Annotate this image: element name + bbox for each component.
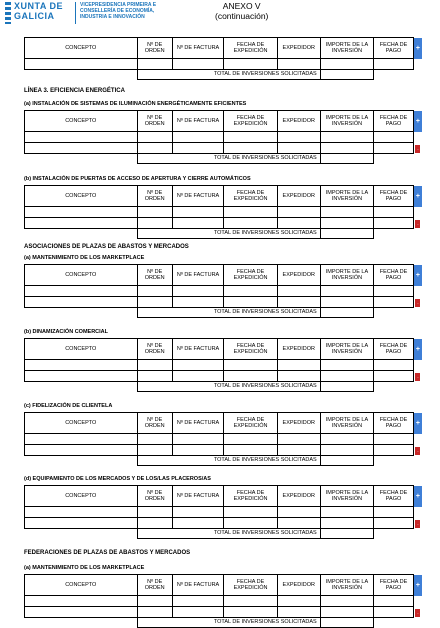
input-cell-expedidor[interactable] — [277, 434, 320, 445]
input-cell-orden[interactable] — [137, 59, 172, 70]
input-cell-factura[interactable] — [172, 445, 223, 456]
column-header-orden: Nº DE ORDEN — [137, 339, 172, 360]
input-cell-expedicion[interactable] — [224, 507, 278, 518]
annex-subtitle: (continuación) — [215, 11, 269, 21]
input-cell-orden[interactable] — [137, 445, 172, 456]
total-row — [25, 456, 423, 466]
annex-heading — [215, 1, 268, 21]
input-cell-orden[interactable] — [137, 297, 172, 308]
column-header-concepto: CONCEPTO — [25, 339, 138, 360]
input-cell-pago[interactable] — [374, 607, 414, 618]
column-header-concepto: CONCEPTO — [25, 38, 138, 59]
input-cell-pago[interactable] — [374, 445, 414, 456]
input-cell-expedicion[interactable] — [224, 607, 278, 618]
input-cell-factura[interactable] — [172, 360, 223, 371]
input-cell-expedicion[interactable] — [224, 218, 278, 229]
total-amount-field[interactable] — [320, 229, 374, 239]
header-row — [25, 265, 423, 286]
header-row — [25, 413, 423, 434]
column-header-expedidor: EXPEDIDOR — [277, 339, 320, 360]
input-cell-pago[interactable] — [374, 286, 414, 297]
add-row-cell — [413, 486, 422, 507]
input-cell-orden[interactable] — [137, 218, 172, 229]
input-cell-pago[interactable] — [374, 297, 414, 308]
input-cell-orden[interactable] — [137, 360, 172, 371]
input-cell-importe[interactable] — [320, 132, 374, 143]
section-fidelizacion-label: (c) FIDELIZACIÓN DE CLIENTELA — [24, 403, 113, 409]
input-cell-concepto[interactable] — [25, 218, 138, 229]
total-row — [25, 618, 423, 628]
header-row — [25, 111, 423, 132]
column-header-pago: FECHA DE PAGO — [374, 265, 414, 286]
column-header-orden: Nº DE ORDEN — [137, 111, 172, 132]
table-market — [24, 264, 422, 318]
column-header-orden: Nº DE ORDEN — [137, 38, 172, 59]
input-cell-importe[interactable] — [320, 143, 374, 154]
input-cell-pago[interactable] — [374, 143, 414, 154]
row-control-cell — [413, 445, 422, 456]
remove-row-button[interactable]: - — [417, 373, 419, 379]
table-row — [25, 607, 423, 618]
column-header-pago: FECHA DE PAGO — [374, 575, 414, 596]
total-spacer — [25, 70, 138, 80]
total-spacer — [25, 154, 138, 164]
input-cell-importe[interactable] — [320, 507, 374, 518]
remove-row-button[interactable]: - — [417, 145, 419, 151]
total-amount-field[interactable] — [320, 456, 374, 466]
input-cell-orden[interactable] — [137, 434, 172, 445]
input-cell-orden[interactable] — [137, 607, 172, 618]
total-spacer — [25, 308, 138, 318]
add-row-cell — [413, 265, 422, 286]
add-row-button[interactable]: + — [414, 38, 422, 59]
header-row — [25, 575, 423, 596]
add-row-cell — [413, 111, 422, 132]
total-amount-field[interactable] — [320, 618, 374, 628]
input-cell-pago[interactable] — [374, 132, 414, 143]
section-market-label: (a) MANTENIMIENTO DE LOS MARKETPLACE — [24, 255, 145, 261]
table-row — [25, 207, 423, 218]
column-header-pago: FECHA DE PAGO — [374, 186, 414, 207]
add-row-button[interactable]: + — [414, 486, 422, 507]
input-cell-importe[interactable] — [320, 596, 374, 607]
column-header-pago: FECHA DE PAGO — [374, 486, 414, 507]
total-trailing-spacer — [374, 382, 422, 392]
row-control-cell — [413, 507, 422, 518]
section-dinamizacion-label: (b) DINAMIZACIÓN COMERCIAL — [24, 329, 109, 335]
input-cell-importe[interactable] — [320, 297, 374, 308]
logo-name: XUNTA DE GALICIA — [14, 1, 63, 21]
input-cell-factura[interactable] — [172, 607, 223, 618]
header-row — [25, 339, 423, 360]
column-header-expedidor: EXPEDIDOR — [277, 575, 320, 596]
input-cell-importe[interactable] — [320, 218, 374, 229]
column-header-factura: Nº DE FACTURA — [172, 38, 223, 59]
input-cell-expedidor[interactable] — [277, 596, 320, 607]
column-header-expedicion: FECHA DE EXPEDICIÓN — [224, 339, 278, 360]
xunta-logo — [5, 2, 172, 24]
input-cell-concepto[interactable] — [25, 207, 138, 218]
row-control-cell — [413, 143, 422, 154]
input-cell-pago[interactable] — [374, 218, 414, 229]
input-cell-expedicion[interactable] — [224, 360, 278, 371]
add-row-button[interactable]: + — [414, 575, 422, 596]
xunta-logo-mark-icon — [5, 2, 11, 24]
input-cell-expedidor[interactable] — [277, 507, 320, 518]
column-header-importe: IMPORTE DE LA INVERSIÓN — [320, 413, 374, 434]
total-amount-field[interactable] — [320, 529, 374, 539]
total-label: TOTAL DE INVERSIONES SOLICITADAS — [137, 456, 320, 466]
input-cell-importe[interactable] — [320, 371, 374, 382]
total-label: TOTAL DE INVERSIONES SOLICITADAS — [137, 308, 320, 318]
row-control-cell — [413, 297, 422, 308]
input-cell-factura[interactable] — [172, 434, 223, 445]
table-row — [25, 507, 423, 518]
table-fed-market — [24, 574, 422, 628]
input-cell-factura[interactable] — [172, 297, 223, 308]
total-trailing-spacer — [374, 229, 422, 239]
input-cell-importe[interactable] — [320, 518, 374, 529]
input-cell-concepto[interactable] — [25, 360, 138, 371]
column-header-factura: Nº DE FACTURA — [172, 339, 223, 360]
column-header-expedidor: EXPEDIDOR — [277, 38, 320, 59]
table-row — [25, 132, 423, 143]
row-control-cell — [413, 434, 422, 445]
table-row — [25, 518, 423, 529]
header-row — [25, 486, 423, 507]
input-cell-expedicion[interactable] — [224, 143, 278, 154]
input-cell-pago[interactable] — [374, 507, 414, 518]
total-label: TOTAL DE INVERSIONES SOLICITADAS — [137, 618, 320, 628]
total-row — [25, 308, 423, 318]
add-row-cell — [413, 575, 422, 596]
table-row — [25, 445, 423, 456]
column-header-pago: FECHA DE PAGO — [374, 111, 414, 132]
total-row — [25, 70, 423, 80]
row-control-cell — [413, 286, 422, 297]
line3-title: LÍNEA 3. EFICIENCIA ENERGÉTICA — [24, 88, 125, 94]
column-header-concepto: CONCEPTO — [25, 111, 138, 132]
total-trailing-spacer — [374, 70, 422, 80]
table-row — [25, 286, 423, 297]
column-header-concepto: CONCEPTO — [25, 186, 138, 207]
input-cell-pago[interactable] — [374, 360, 414, 371]
section-fed-market-label: (a) MANTENIMIENTO DE LOS MARKETPLACE — [24, 565, 145, 571]
remove-row-button[interactable]: - — [417, 220, 419, 226]
row-control-cell — [413, 518, 422, 529]
input-cell-expedidor[interactable] — [277, 286, 320, 297]
table-row — [25, 371, 423, 382]
input-cell-concepto[interactable] — [25, 132, 138, 143]
input-cell-concepto[interactable] — [25, 507, 138, 518]
input-cell-pago[interactable] — [374, 596, 414, 607]
add-row-cell — [413, 38, 422, 59]
input-cell-concepto[interactable] — [25, 445, 138, 456]
section-b-label: (b) INSTALACIÓN DE PUERTAS DE ACCESO DE APERTURA Y CIERRE AUTOMÁTICOS — [24, 176, 251, 182]
input-cell-factura[interactable] — [172, 59, 223, 70]
table-row — [25, 143, 423, 154]
total-trailing-spacer — [374, 308, 422, 318]
input-cell-pago[interactable] — [374, 207, 414, 218]
input-cell-importe[interactable] — [320, 445, 374, 456]
group-federaciones-title: FEDERACIONES DE PLAZAS DE ABASTOS Y MERCADOS — [24, 550, 191, 556]
input-cell-concepto[interactable] — [25, 286, 138, 297]
header-row — [25, 38, 423, 59]
input-cell-concepto[interactable] — [25, 518, 138, 529]
input-cell-concepto[interactable] — [25, 143, 138, 154]
column-header-expedicion: FECHA DE EXPEDICIÓN — [224, 486, 278, 507]
column-header-concepto: CONCEPTO — [25, 265, 138, 286]
total-trailing-spacer — [374, 618, 422, 628]
input-cell-importe[interactable] — [320, 607, 374, 618]
remove-row-button[interactable]: - — [417, 609, 419, 615]
row-control-cell — [413, 371, 422, 382]
input-cell-expedicion[interactable] — [224, 132, 278, 143]
input-cell-orden[interactable] — [137, 371, 172, 382]
input-cell-expedidor[interactable] — [277, 297, 320, 308]
input-cell-importe[interactable] — [320, 360, 374, 371]
page-header — [0, 0, 440, 34]
input-cell-orden[interactable] — [137, 132, 172, 143]
table-fidelizacion — [24, 412, 422, 466]
annex-title: ANEXO V — [222, 1, 261, 11]
total-row — [25, 154, 423, 164]
column-header-factura: Nº DE FACTURA — [172, 265, 223, 286]
total-row — [25, 229, 423, 239]
total-amount-field[interactable] — [320, 154, 374, 164]
column-header-importe: IMPORTE DE LA INVERSIÓN — [320, 265, 374, 286]
input-cell-expedidor[interactable] — [277, 518, 320, 529]
column-header-concepto: CONCEPTO — [25, 575, 138, 596]
table-row — [25, 59, 423, 70]
row-control-cell — [413, 607, 422, 618]
table-equipamiento — [24, 485, 422, 539]
input-cell-orden[interactable] — [137, 518, 172, 529]
table-row — [25, 297, 423, 308]
table-dinamizacion — [24, 338, 422, 392]
total-amount-field[interactable] — [320, 382, 374, 392]
input-cell-orden[interactable] — [137, 507, 172, 518]
remove-row-button[interactable]: - — [417, 520, 419, 526]
input-cell-importe[interactable] — [320, 434, 374, 445]
input-cell-factura[interactable] — [172, 507, 223, 518]
column-header-expedicion: FECHA DE EXPEDICIÓN — [224, 186, 278, 207]
total-trailing-spacer — [374, 456, 422, 466]
input-cell-expedicion[interactable] — [224, 297, 278, 308]
column-header-factura: Nº DE FACTURA — [172, 486, 223, 507]
total-spacer — [25, 618, 138, 628]
input-cell-expedidor[interactable] — [277, 360, 320, 371]
column-header-expedicion: FECHA DE EXPEDICIÓN — [224, 413, 278, 434]
total-trailing-spacer — [374, 529, 422, 539]
column-header-expedicion: FECHA DE EXPEDICIÓN — [224, 38, 278, 59]
column-header-factura: Nº DE FACTURA — [172, 413, 223, 434]
row-control-cell — [413, 207, 422, 218]
total-row — [25, 529, 423, 539]
input-cell-expedidor[interactable] — [277, 218, 320, 229]
section-equipamiento-label: (d) EQUIPAMIENTO DE LOS MERCADOS Y DE LOS/LAS PLACEROS/AS — [24, 476, 211, 482]
column-header-concepto: CONCEPTO — [25, 486, 138, 507]
input-cell-concepto[interactable] — [25, 434, 138, 445]
input-cell-orden[interactable] — [137, 207, 172, 218]
add-row-button[interactable]: + — [414, 339, 422, 360]
table-row — [25, 360, 423, 371]
total-spacer — [25, 456, 138, 466]
column-header-expedidor: EXPEDIDOR — [277, 186, 320, 207]
column-header-pago: FECHA DE PAGO — [374, 38, 414, 59]
column-header-expedidor: EXPEDIDOR — [277, 265, 320, 286]
logo-divider — [75, 2, 76, 24]
total-amount-field[interactable] — [320, 308, 374, 318]
total-spacer — [25, 229, 138, 239]
logo-department: VICEPRESIDENCIA PRIMEIRA E CONSELLERÍA DE ECONOMÍA, INDUSTRIA E INNOVACIÓN — [80, 2, 157, 20]
input-cell-concepto[interactable] — [25, 607, 138, 618]
total-label: TOTAL DE INVERSIONES SOLICITADAS — [137, 70, 320, 80]
input-cell-expedidor[interactable] — [277, 132, 320, 143]
input-cell-importe[interactable] — [320, 207, 374, 218]
table-a — [24, 110, 422, 164]
row-control-cell — [413, 59, 422, 70]
input-cell-expedidor[interactable] — [277, 445, 320, 456]
column-header-expedicion: FECHA DE EXPEDICIÓN — [224, 265, 278, 286]
input-cell-factura[interactable] — [172, 143, 223, 154]
input-cell-factura[interactable] — [172, 132, 223, 143]
total-trailing-spacer — [374, 154, 422, 164]
remove-row-button[interactable]: - — [417, 447, 419, 453]
input-cell-expedicion[interactable] — [224, 371, 278, 382]
total-label: TOTAL DE INVERSIONES SOLICITADAS — [137, 229, 320, 239]
add-row-button[interactable]: + — [414, 111, 422, 132]
add-row-button[interactable]: + — [414, 265, 422, 286]
total-spacer — [25, 529, 138, 539]
column-header-pago: FECHA DE PAGO — [374, 413, 414, 434]
total-amount-field[interactable] — [320, 70, 374, 80]
input-cell-pago[interactable] — [374, 59, 414, 70]
row-control-cell — [413, 596, 422, 607]
table-row — [25, 434, 423, 445]
total-label: TOTAL DE INVERSIONES SOLICITADAS — [137, 382, 320, 392]
input-cell-expedidor[interactable] — [277, 59, 320, 70]
column-header-expedicion: FECHA DE EXPEDICIÓN — [224, 575, 278, 596]
input-cell-factura[interactable] — [172, 207, 223, 218]
row-control-cell — [413, 218, 422, 229]
input-cell-concepto[interactable] — [25, 297, 138, 308]
input-cell-expedicion[interactable] — [224, 518, 278, 529]
total-row — [25, 382, 423, 392]
row-control-cell — [413, 360, 422, 371]
column-header-importe: IMPORTE DE LA INVERSIÓN — [320, 339, 374, 360]
row-control-cell — [413, 132, 422, 143]
column-header-factura: Nº DE FACTURA — [172, 186, 223, 207]
column-header-importe: IMPORTE DE LA INVERSIÓN — [320, 486, 374, 507]
input-cell-expedidor[interactable] — [277, 207, 320, 218]
input-cell-factura[interactable] — [172, 518, 223, 529]
column-header-orden: Nº DE ORDEN — [137, 186, 172, 207]
input-cell-pago[interactable] — [374, 518, 414, 529]
input-cell-orden[interactable] — [137, 143, 172, 154]
input-cell-expedicion[interactable] — [224, 596, 278, 607]
input-cell-expedicion[interactable] — [224, 286, 278, 297]
column-header-importe: IMPORTE DE LA INVERSIÓN — [320, 38, 374, 59]
table-row — [25, 218, 423, 229]
group-abastos-title: ASOCIACIONES DE PLAZAS DE ABASTOS Y MERCADOS — [24, 244, 189, 250]
total-label: TOTAL DE INVERSIONES SOLICITADAS — [137, 529, 320, 539]
add-row-cell — [413, 413, 422, 434]
total-label: TOTAL DE INVERSIONES SOLICITADAS — [137, 154, 320, 164]
column-header-expedidor: EXPEDIDOR — [277, 486, 320, 507]
header-row — [25, 186, 423, 207]
column-header-concepto: CONCEPTO — [25, 413, 138, 434]
add-row-cell — [413, 339, 422, 360]
input-cell-factura[interactable] — [172, 286, 223, 297]
input-cell-pago[interactable] — [374, 434, 414, 445]
column-header-factura: Nº DE FACTURA — [172, 575, 223, 596]
input-cell-concepto[interactable] — [25, 596, 138, 607]
column-header-expedidor: EXPEDIDOR — [277, 111, 320, 132]
table-b — [24, 185, 422, 239]
input-cell-factura[interactable] — [172, 596, 223, 607]
column-header-expedicion: FECHA DE EXPEDICIÓN — [224, 111, 278, 132]
input-cell-expedidor[interactable] — [277, 371, 320, 382]
input-cell-expedicion[interactable] — [224, 207, 278, 218]
table-row — [25, 596, 423, 607]
column-header-orden: Nº DE ORDEN — [137, 486, 172, 507]
input-cell-orden[interactable] — [137, 286, 172, 297]
table-top — [24, 37, 422, 80]
input-cell-importe[interactable] — [320, 59, 374, 70]
add-row-cell — [413, 186, 422, 207]
column-header-importe: IMPORTE DE LA INVERSIÓN — [320, 575, 374, 596]
input-cell-concepto[interactable] — [25, 371, 138, 382]
column-header-expedidor: EXPEDIDOR — [277, 413, 320, 434]
column-header-importe: IMPORTE DE LA INVERSIÓN — [320, 111, 374, 132]
input-cell-expedicion[interactable] — [224, 445, 278, 456]
input-cell-expedicion[interactable] — [224, 434, 278, 445]
column-header-importe: IMPORTE DE LA INVERSIÓN — [320, 186, 374, 207]
column-header-orden: Nº DE ORDEN — [137, 265, 172, 286]
total-spacer — [25, 382, 138, 392]
input-cell-expedicion[interactable] — [224, 59, 278, 70]
input-cell-expedidor[interactable] — [277, 607, 320, 618]
column-header-orden: Nº DE ORDEN — [137, 413, 172, 434]
input-cell-expedidor[interactable] — [277, 143, 320, 154]
input-cell-concepto[interactable] — [25, 59, 138, 70]
remove-row-button[interactable]: - — [417, 299, 419, 305]
input-cell-factura[interactable] — [172, 218, 223, 229]
column-header-factura: Nº DE FACTURA — [172, 111, 223, 132]
column-header-pago: FECHA DE PAGO — [374, 339, 414, 360]
section-a-label: (a) INSTALACIÓN DE SISTEMAS DE ILUMINACIÓN ENERGÉTICAMENTE EFICIENTES — [24, 101, 247, 107]
add-row-button[interactable]: + — [414, 186, 422, 207]
input-cell-pago[interactable] — [374, 371, 414, 382]
input-cell-orden[interactable] — [137, 596, 172, 607]
input-cell-importe[interactable] — [320, 286, 374, 297]
add-row-button[interactable]: + — [414, 413, 422, 434]
input-cell-factura[interactable] — [172, 371, 223, 382]
column-header-orden: Nº DE ORDEN — [137, 575, 172, 596]
